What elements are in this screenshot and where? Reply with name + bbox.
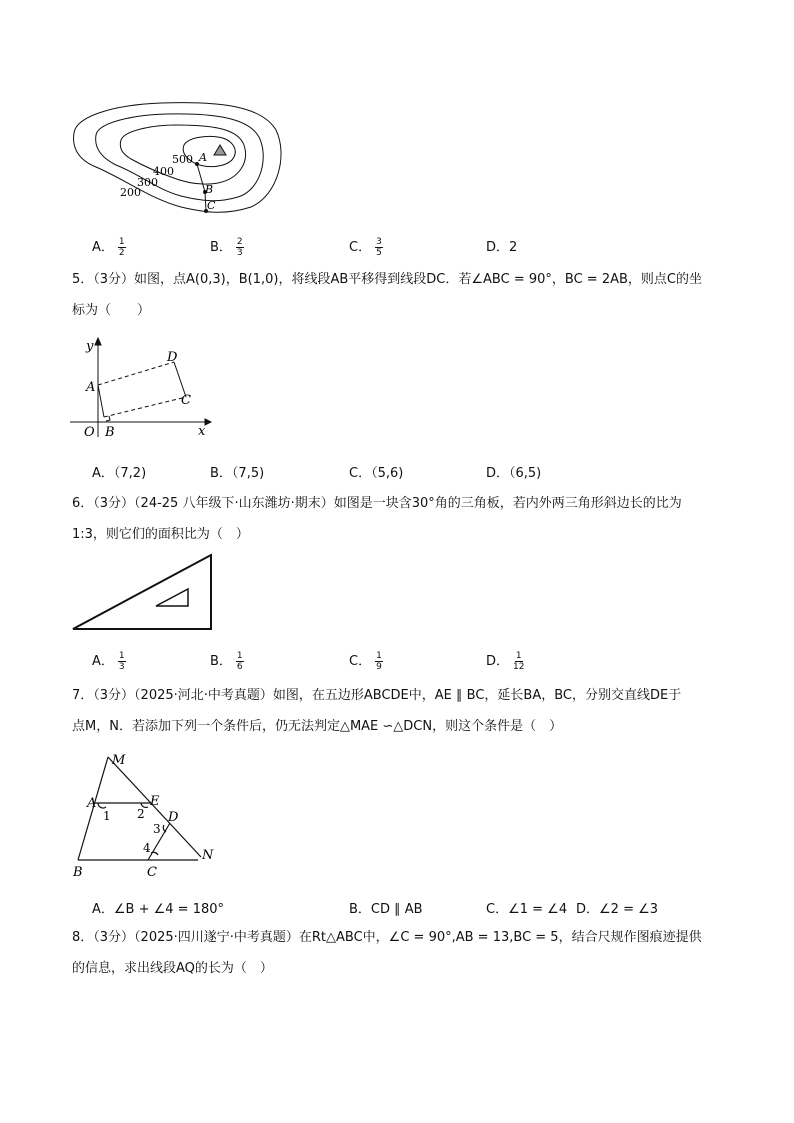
q7-label-a: A (87, 796, 97, 811)
q6-stem (72, 488, 732, 550)
q6-option-b[interactable]: B． $\frac{1}{6}$ (210, 651, 243, 672)
q7-angle-4: 4 (143, 841, 151, 855)
q7-angle-3: 3 (153, 822, 161, 836)
q7-options (92, 898, 732, 920)
q4-option-b[interactable]: B． $\frac{2}{3}$ (210, 237, 243, 258)
q5-coordinate-figure (70, 335, 215, 440)
q5-label-a: A (86, 380, 96, 395)
q7-line1: 7．（3分）（2025·河北·中考真题）如图，在五边形ABCDE中，AE ∥ BC，延长BA，BC，分别交直线DE于 (72, 688, 682, 703)
contour-label-200: 200 (120, 186, 141, 199)
q5-option-b[interactable]: B．（7,5) (210, 466, 265, 481)
q7-label-n: N (202, 848, 214, 863)
q7-label-e: E (150, 794, 160, 809)
q6-line2: 1:3，则它们的面积比为（ ） (72, 527, 249, 542)
q5-label-c: C (181, 393, 191, 408)
contour-label-400: 400 (153, 165, 174, 178)
q4-option-d[interactable]: D．2 (486, 240, 518, 255)
q7-angle-2: 2 (137, 807, 145, 821)
q8-line2: 的信息，求出线段AQ的长为（ ） (72, 961, 273, 976)
q4-option-a[interactable]: A． $\frac{1}{2}$ (92, 237, 125, 258)
q5-options (92, 462, 732, 484)
q7-label-d: D (168, 810, 179, 825)
q8-line1: 8．（3分）（2025·四川遂宁·中考真题）在Rt△ABC中，∠C = 90°,AB = 13,BC = 5，结合尺规作图痕迹提供 (72, 930, 702, 945)
q7-option-d[interactable]: D．∠2 = ∠3 (576, 902, 659, 917)
q5-label-x: x (198, 424, 206, 439)
q5-line1: 5．（3分）如图，点A(0,3)，B(1,0)，将线段AB平移得到线段DC．若∠ABC = 90°，BC = 2AB，则点C的坐 (72, 272, 702, 287)
contour-label-500: 500 (172, 153, 193, 166)
q6-line1: 6．（3分）（24-25 八年级下·山东潍坊·期末）如图是一块含30°角的三角板，若内外两三角形斜边长的比为 (72, 496, 682, 511)
contour-map-figure (66, 95, 286, 220)
q6-option-d[interactable]: D． $\frac{1}{12}$ (486, 651, 525, 672)
q5-option-a[interactable]: A．（7,2) (92, 466, 147, 481)
q7-angle-1: 1 (103, 809, 111, 823)
q5-option-c[interactable]: C．（5,6) (349, 466, 404, 481)
q5-stem (72, 264, 732, 326)
q6-options (92, 650, 732, 672)
q7-option-a[interactable]: A．∠B + ∠4 = 180° (92, 902, 225, 917)
q5-label-b: B (105, 425, 115, 440)
point-label-a: A (199, 151, 207, 164)
q5-option-d[interactable]: D．（6,5) (486, 466, 542, 481)
q7-option-b[interactable]: B．CD ∥ AB (349, 902, 423, 917)
q7-option-c[interactable]: C．∠1 = ∠4 (486, 902, 568, 917)
summit-triangle-icon (214, 145, 226, 155)
q5-line2: 标为（ ） (72, 303, 151, 318)
q5-label-y: y (86, 339, 94, 354)
q6-option-c[interactable]: C． $\frac{1}{9}$ (349, 651, 382, 672)
point-label-b: B (205, 183, 214, 196)
q7-stem (72, 680, 732, 742)
point-label-c: C (207, 199, 216, 212)
q7-line2: 点M，N．若添加下列一个条件后，仍无法判定△MAE ∽△DCN，则这个条件是（ ） (72, 719, 563, 734)
q4-option-c[interactable]: C． $\frac{3}{5}$ (349, 237, 382, 258)
q7-label-b: B (73, 865, 83, 880)
q4-options (92, 236, 732, 258)
q7-label-c: C (147, 865, 157, 880)
set-square-figure (70, 552, 216, 634)
pentagon-figure (68, 745, 224, 881)
q5-label-d: D (167, 350, 178, 365)
q6-option-a[interactable]: A． $\frac{1}{3}$ (92, 651, 125, 672)
q5-label-o: O (84, 425, 95, 440)
q8-stem (72, 922, 732, 984)
contour-label-300: 300 (137, 176, 158, 189)
q7-label-m: M (112, 753, 126, 768)
